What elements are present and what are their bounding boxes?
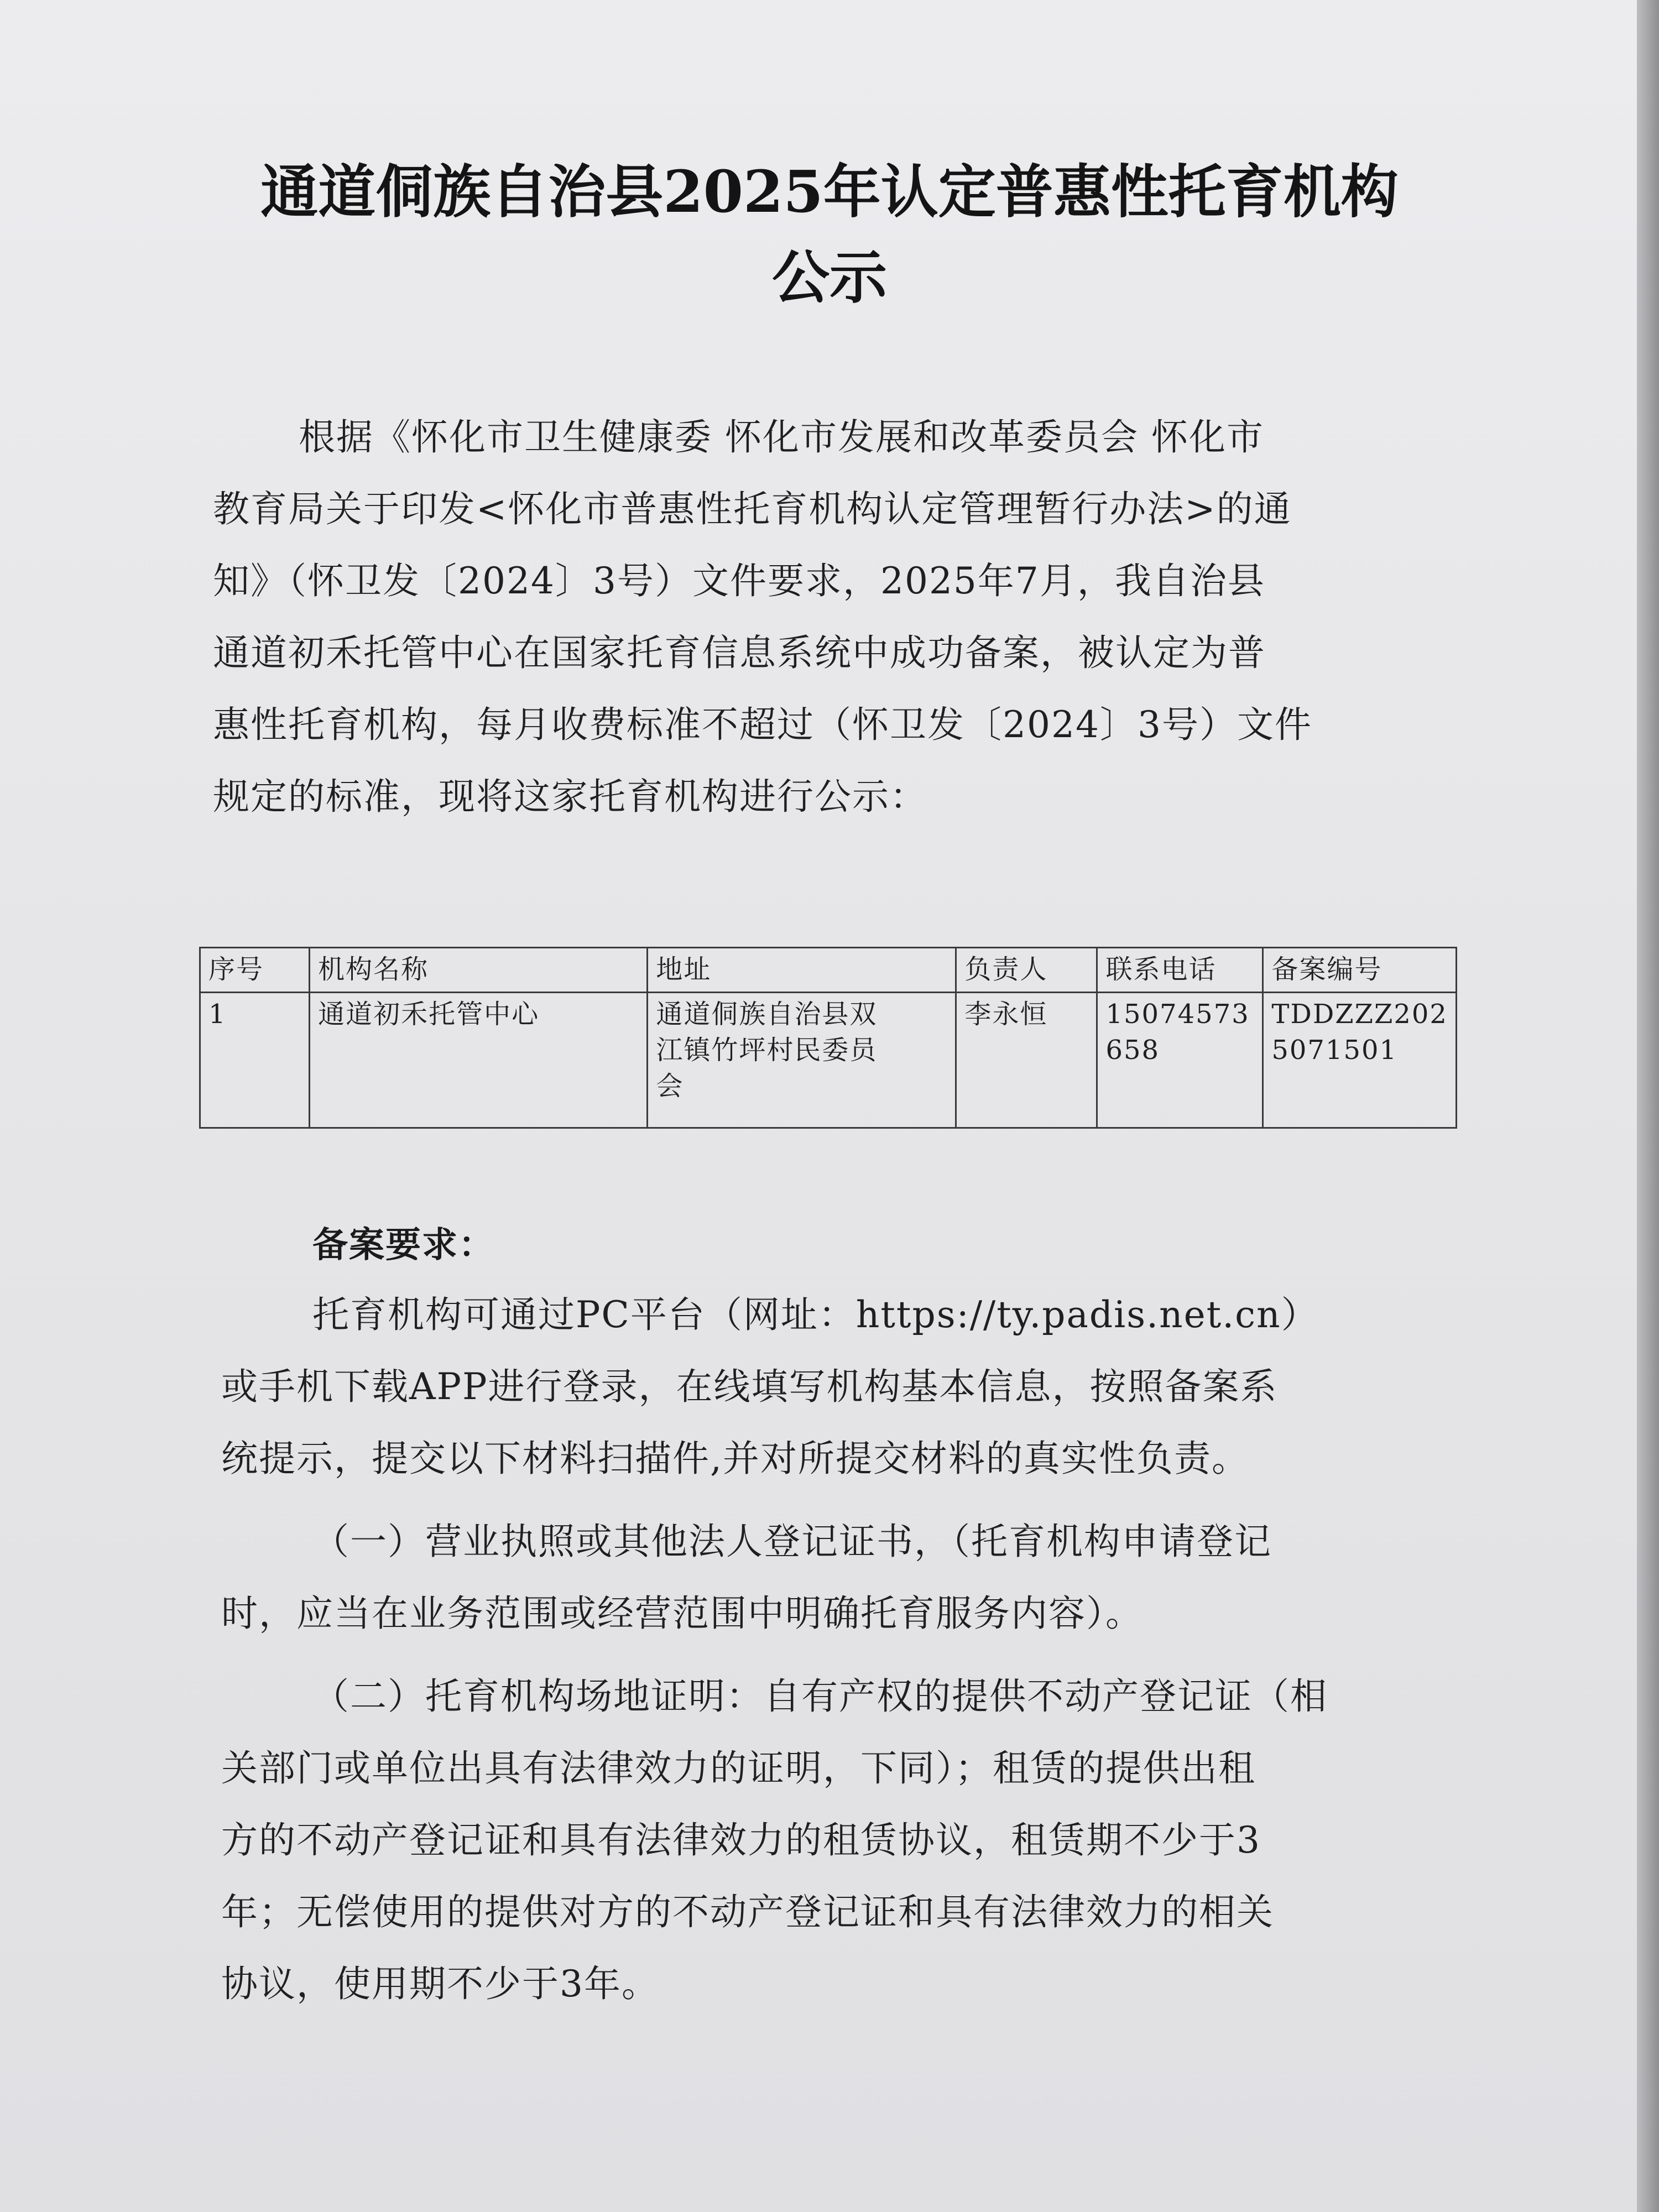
intro-line: 惠性托育机构，每月收费标准不超过（怀卫发〔2024〕3号）文件 [213,703,1312,746]
requirements-line: 年；无偿使用的提供对方的不动产登记证和具有法律效力的相关 [221,1891,1274,1933]
intro-line: 知》（怀卫发〔2024〕3号）文件要求，2025年7月，我自治县 [213,560,1265,602]
intro-line: 根据《怀化市卫生健康委 怀化市发展和改革委员会 怀化市 [299,416,1264,458]
cell-record-line: 5071501 [1271,1034,1398,1066]
table-row [200,993,1457,1128]
header-address: 地址 [648,948,956,993]
page-edge-shadow [1637,0,1659,2212]
cell-address-line: 江镇竹坪村民委员 [656,1034,878,1066]
cell-address [648,993,956,1128]
requirements-line: 关部门或单位出具有法律效力的证明，下同）；租赁的提供出租 [221,1747,1256,1790]
cell-phone [1097,993,1263,1128]
table-header-row [200,948,1457,993]
cell-record-number [1263,993,1457,1128]
requirements-line: 统提示，提交以下材料扫描件,并对所提交材料的真实性负责。 [221,1437,1249,1480]
cell-phone-line: 658 [1105,1034,1160,1066]
intro-line: 教育局关于印发<怀化市普惠性托育机构认定管理暂行办法>的通 [213,488,1292,530]
header-person: 负责人 [956,948,1097,993]
cell-address-line: 会 [656,1070,684,1102]
document-title-line-2: 公示 [771,243,887,311]
requirements-line: 时，应当在业务范围或经营范围中明确托育服务内容）。 [221,1592,1143,1635]
cell-address-line: 通道侗族自治县双 [656,999,878,1030]
requirements-line: 方的不动产登记证和具有法律效力的租赁协议，租赁期不少于3 [221,1819,1261,1861]
header-name: 机构名称 [310,948,648,993]
requirements-line: （一）营业执照或其他法人登记证书，（托育机构申请登记 [312,1520,1272,1563]
header-record-number: 备案编号 [1263,948,1457,993]
requirements-line: （二）托育机构场地证明：自有产权的提供不动产登记证（相 [312,1675,1328,1718]
requirements-line: 或手机下载APP进行登录，在线填写机构基本信息，按照备案系 [221,1365,1278,1408]
records-table [199,947,1457,1129]
cell-record-line: TDDZZZ202 [1271,999,1448,1030]
header-index: 序号 [200,948,310,993]
cell-person: 李永恒 [956,993,1097,1128]
cell-index: 1 [200,993,310,1128]
cell-name: 通道初禾托管中心 [310,993,648,1128]
requirements-heading: 备案要求： [312,1224,495,1266]
requirements-line: 协议，使用期不少于3年。 [221,1963,659,2005]
header-phone: 联系电话 [1097,948,1263,993]
document-title-line-1: 通道侗族自治县2025年认定普惠性托育机构 [260,158,1399,226]
cell-phone-line: 15074573 [1105,999,1250,1030]
requirements-line: 托育机构可通过PC平台（网址：https://ty.padis.net.cn） [312,1293,1319,1336]
intro-line: 规定的标准，现将这家托育机构进行公示： [213,775,927,818]
intro-line: 通道初禾托管中心在国家托育信息系统中成功备案，被认定为普 [213,632,1266,674]
